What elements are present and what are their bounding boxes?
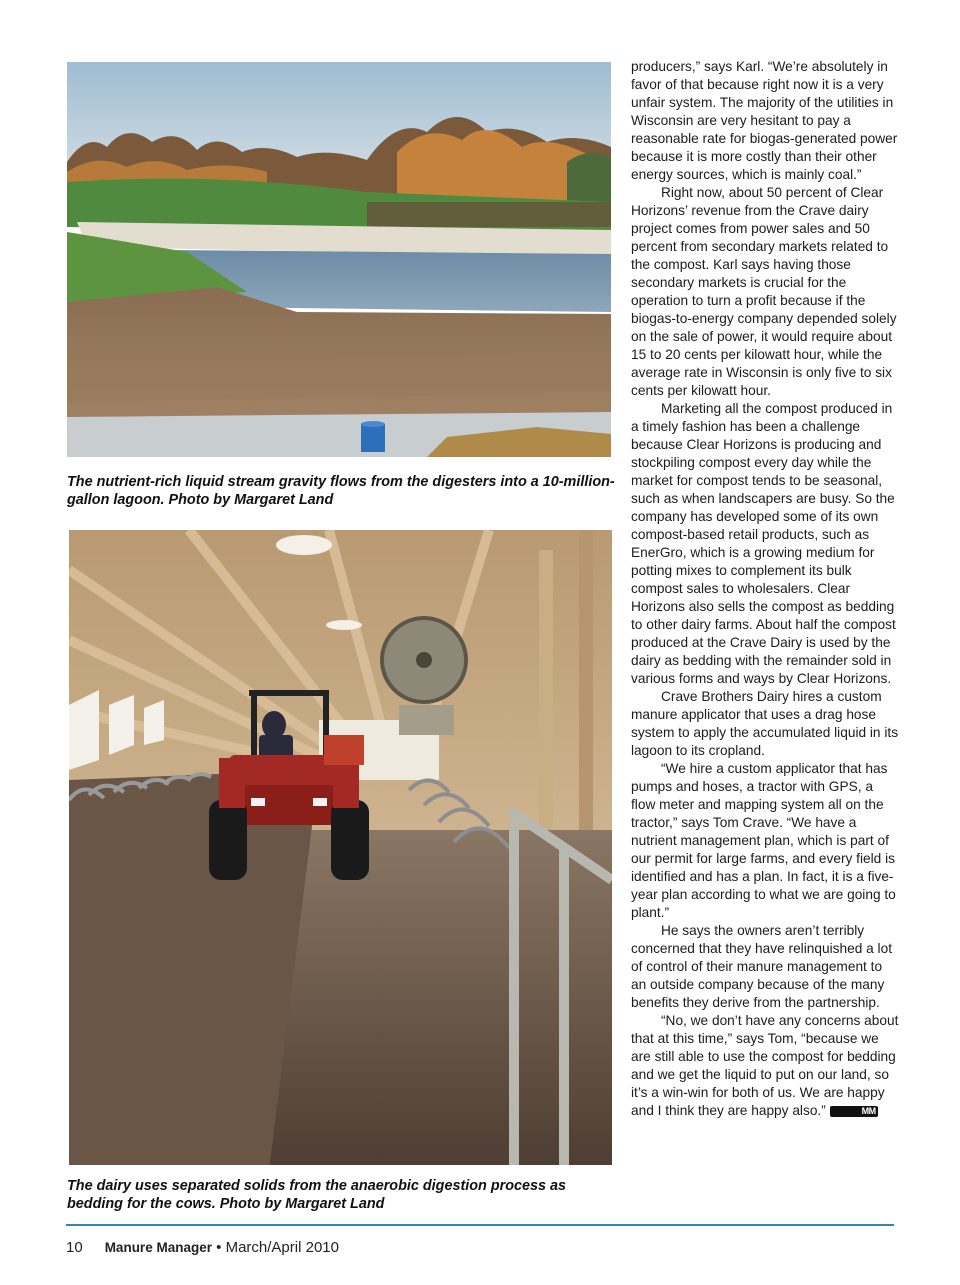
footer-rule [66, 1224, 894, 1226]
issue-date: March/April 2010 [225, 1239, 339, 1256]
article-paragraph-text: “No, we don’t have any concerns about that at this time,” says Tom, “because we are still able to use the compost for bedding and we get the liquid to put on our land, so it’s a win-win for both of us. We are happy and I think they are happy also.” [631, 1013, 899, 1118]
footer-separator: • [216, 1239, 222, 1256]
article-text-column [631, 58, 901, 1120]
lagoon-photo-caption: The nutrient-rich liquid stream gravity flows from the digesters into a 10-million-gallon lagoon. Photo by Margaret Land [67, 474, 615, 508]
page-footer [66, 1239, 339, 1256]
article-last-paragraph [631, 1012, 901, 1120]
lagoon-photo [67, 62, 611, 457]
article-paragraph: He says the owners aren’t terribly concerned that they have relinquished a lot of control of their manure management to an outside company because of the many benefits they derive from the partnership. [631, 923, 892, 1010]
article-paragraph: “We hire a custom applicator that has pumps and hoses, a tractor with GPS, a flow meter and mapping system all on the tractor,” says Tom Crave. “We have a nutrient management plan, which is part of our permit for large farms, and every field is identified and has a plan. In fact, it is a five-year plan according to what we are going to plant.” [631, 761, 896, 920]
lagoon-image [67, 62, 611, 457]
barn-photo-caption: The dairy uses separated solids from the anaerobic digestion process as bedding for the cows. Photo by Margaret Land [67, 1178, 567, 1212]
page-number: 10 [66, 1239, 83, 1256]
article-paragraph: Crave Brothers Dairy hires a custom manure applicator that uses a drag hose system to apply the accumulated liquid in its lagoon to its cropland. [631, 689, 899, 758]
article-paragraph: Right now, about 50 percent of Clear Horizons’ revenue from the Crave dairy project comes from power sales and 50 percent from secondary markets related to the compost. Karl says having those secondary markets is crucial for the operation to turn a profit because if the biogas-to-energy company depended solely on the sale of power, it would require about 15 to 20 cents per kilowatt hour, while the average rate in Wisconsin is only five to six cents per kilowatt hour. [631, 185, 897, 398]
end-mark-icon: MM [830, 1106, 878, 1117]
barn-image [69, 530, 612, 1165]
article-paragraph: Marketing all the compost produced in a timely fashion has been a challenge because Clear Horizons is producing and stockpiling compost every day while the market for compost tends to be seasonal, such as when landscapers are busy. So the company has developed some of its own compost-based retail products, such as EnerGro, which is a growing medium for potting mixes to complement its bulk compost sales to wholesalers. Clear Horizons also sells the compost as bedding to other dairy farms. About half the compost produced at the Crave Dairy is used by the dairy as bedding with the remainder sold in various forms and ways by Clear Horizons. [631, 401, 896, 686]
article-paragraph: producers,” says Karl. “We’re absolutely in favor of that because right now it is a very unfair system. The majority of the utilities in Wisconsin are very hesitant to pay a reasonable rate for biogas-generated power because it is more costly than their other energy sources, which is mainly coal.” [631, 59, 898, 182]
barn-photo [69, 530, 612, 1165]
magazine-name: Manure Manager [104, 1240, 212, 1255]
